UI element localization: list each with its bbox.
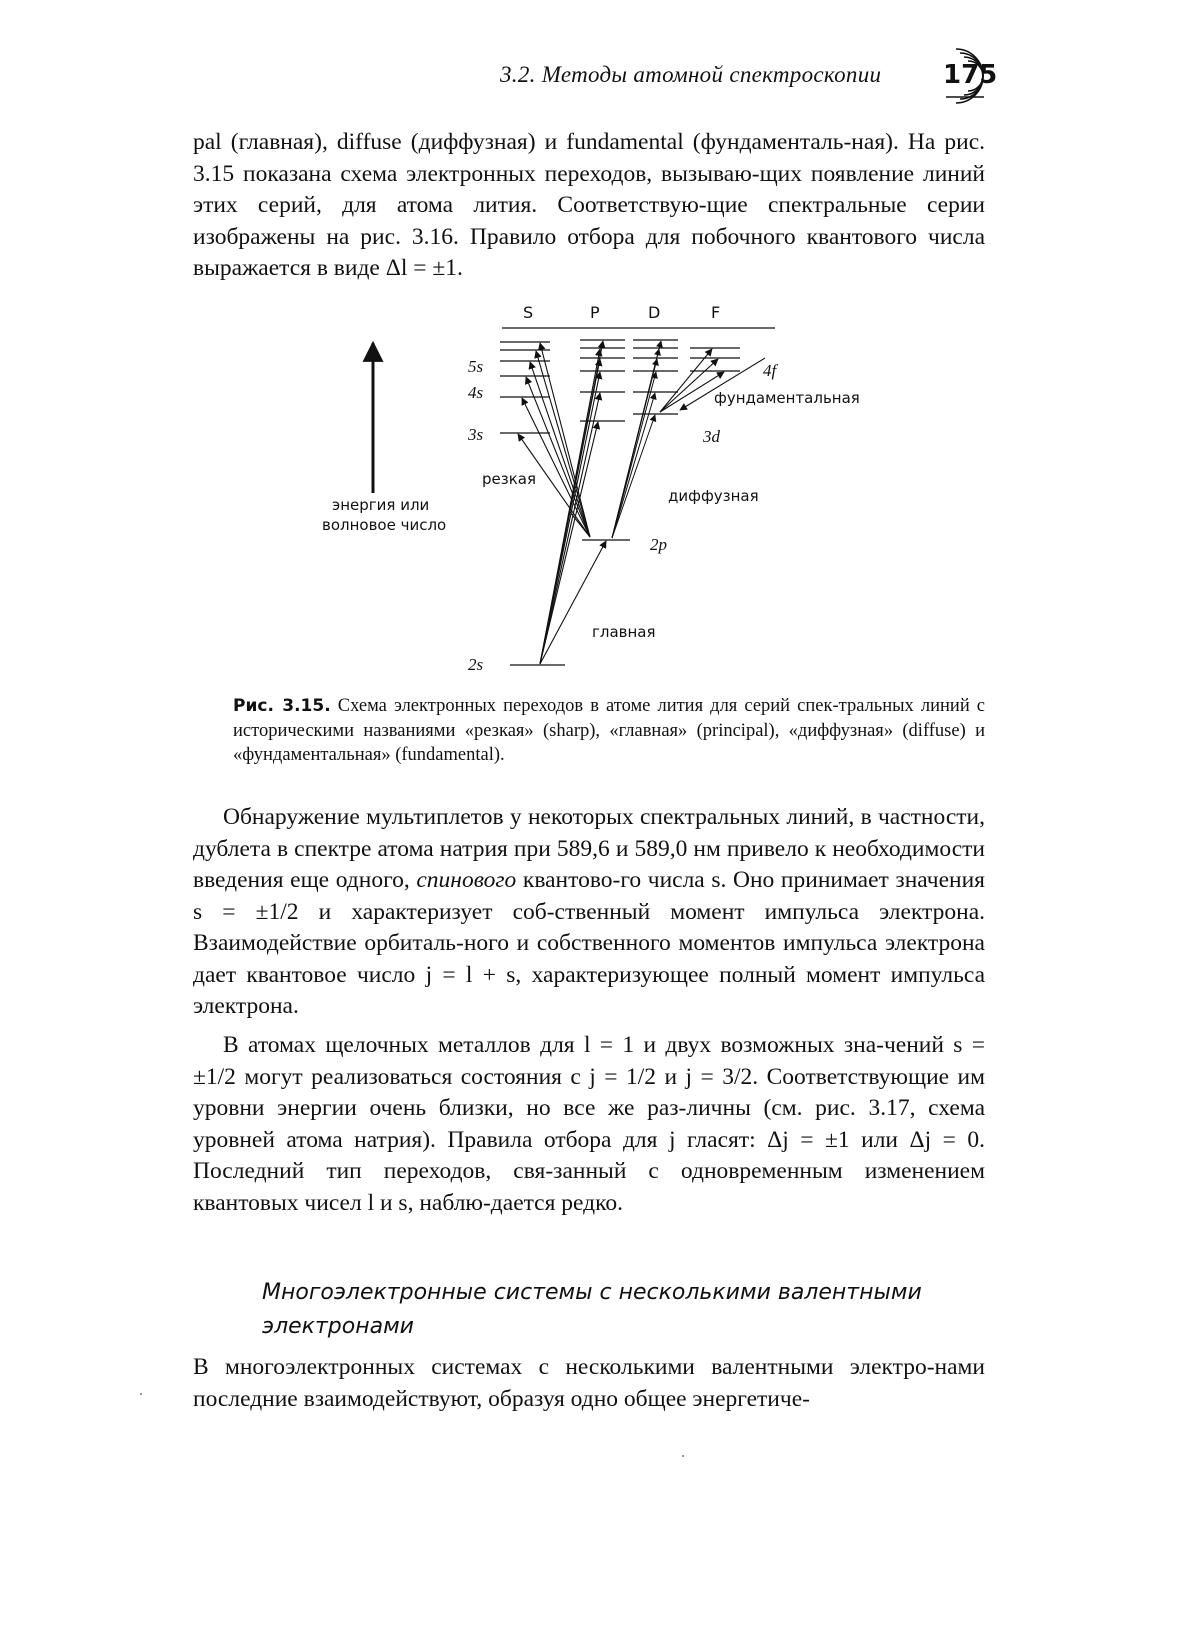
level-label-4f: 4f [763, 361, 777, 380]
level-label-2p: 2p [650, 535, 667, 554]
diffuse-transition [612, 393, 655, 538]
level-label-5s: 5s [468, 357, 484, 376]
column-label-d: D [648, 303, 661, 322]
paragraph-spin-part2: квантово-го числа s. Оно принимает значения s = ±1/2 и характеризует соб-ственный момент импульса электрона. Взаимодействие орбиталь-ного и собственного моментов импульса электрона дает квантовое число j = l + s, характеризующее полный момент импульса электрона. [193, 867, 985, 1019]
axis-label-line2: волновое число [322, 516, 447, 534]
column-label-f: F [711, 303, 721, 322]
diffuse-transition [612, 415, 655, 538]
series-label-principal: главная [592, 623, 656, 641]
level-label-3s: 3s [468, 425, 484, 444]
column-label-p: P [590, 303, 600, 322]
paragraph-spin [193, 802, 985, 1023]
figure-caption-label: Рис. 3.15. [233, 696, 331, 716]
lithium-transition-diagram [0, 0, 1190, 690]
level-label-2s: 2s [468, 655, 484, 674]
principal-transition [540, 422, 598, 664]
level-label-3d: 3d [703, 427, 720, 446]
principal-transition [540, 541, 606, 664]
running-title: 3.2. Методы атомной спектроскопии [500, 62, 882, 87]
paragraph-intro: pal (главная), diffuse (диффузная) и fundamental (фундаменталь-ная). На рис. 3.15 показана схема электронных переходов, вызываю-щих появление линий этих серий, для атома лития. Соответствую-щие спектральные серии изображены на рис. 3.16. Правило отбора для побочного квантового числа выражается в виде Δl = ±1. [193, 129, 985, 281]
series-label-sharp: резкая [482, 470, 537, 488]
paragraph-spin-italic: спинового [416, 867, 517, 893]
paragraph-spin-part1: Обнаружение мультиплетов у некоторых спектральных линий, в частности, дублета в спектре атома натрия при 589,6 и 589,0 нм привело к необходимости введения еще одного, [193, 804, 985, 893]
principal-transition [540, 341, 603, 664]
page-number: 175 [943, 60, 998, 90]
series-label-fundamental: фундаментальная [714, 389, 860, 407]
series-label-diffuse: диффузная [668, 487, 759, 505]
scan-speck [140, 1393, 142, 1395]
figure-caption-text: Схема электронных переходов в атоме лития для серий спек-тральных линий с историческими названиями «резкая» (sharp), «главная» (principal), «диффузная» (diffuse) и «фундаментальная» (fundamental). [233, 696, 986, 765]
section-heading: Многоэлектронные системы с несколькими валентными электронами [262, 1280, 922, 1339]
figure-caption [233, 694, 985, 768]
column-label-s: S [523, 303, 534, 322]
paragraph-multielectron: В многоэлектронных системах с несколькими валентными электро-нами последние взаимодействуют, образуя одно общее энергетиче- [193, 1354, 985, 1412]
scan-speck [682, 1455, 684, 1457]
level-label-4s: 4s [468, 383, 484, 402]
paragraph-alkali: В атомах щелочных металлов для l = 1 и двух возможных зна-чений s = ±1/2 могут реализоваться состояния с j = 1/2 и j = 3/2. Соответствующие им уровни энергии очень близки, но все же раз-личны (см. рис. 3.17, схема уровней атома натрия). Правила отбора для j гласят: Δj = ±1 или Δj = 0. Последний тип переходов, свя-занный с одновременным изменением квантовых чисел l и s, наблю-дается редко. [193, 1032, 985, 1216]
axis-label-line1: энергия или [332, 496, 430, 514]
